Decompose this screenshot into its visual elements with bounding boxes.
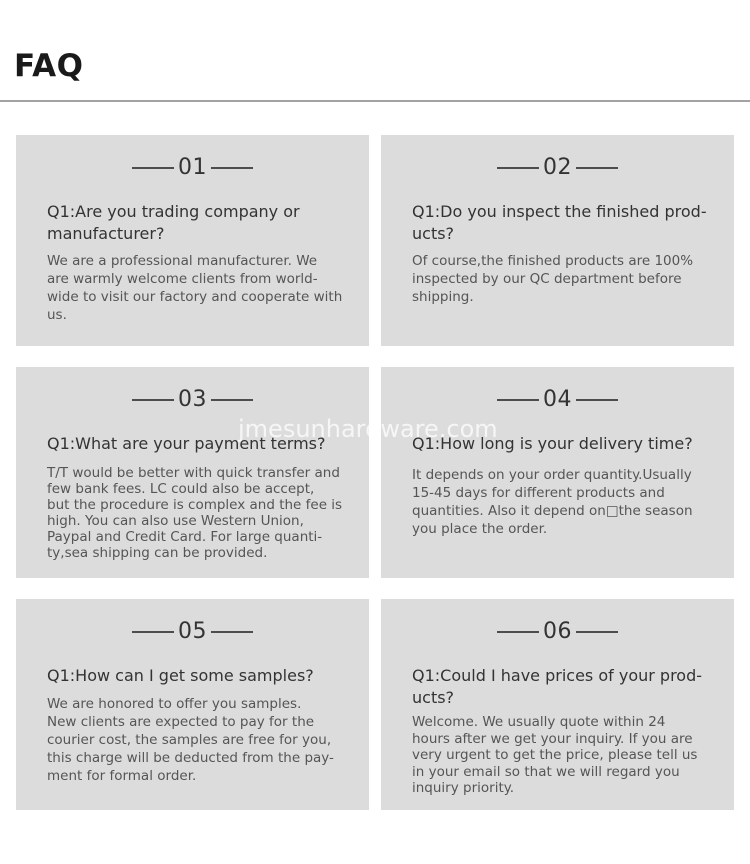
dash-left (132, 631, 174, 633)
dash-left (132, 167, 174, 169)
faq-card-05 (16, 599, 369, 810)
faq-question: Q1:How long is your delivery time? (412, 434, 693, 453)
faq-question: Q1:Are you trading company or manufacturer? (47, 202, 300, 243)
faq-question: Q1:Could I have prices of your prod-ucts? (412, 666, 703, 707)
faq-card-06 (381, 599, 734, 810)
card-number: 02 (543, 155, 572, 180)
card-number-row (16, 617, 369, 647)
faq-question: Q1:What are your payment terms? (47, 434, 326, 453)
faq-answer: It depends on your order quantity.Usually 15-45 days for different products and quantities. Also it depend on□the season you place the order. (412, 467, 693, 537)
faq-answer: Of course,the finished products are 100% inspected by our QC department before shipping. (412, 253, 694, 305)
faq-question: Q1:Do you inspect the finished prod-ucts? (412, 202, 707, 243)
faq-card-04 (381, 367, 734, 578)
faq-answer: We are a professional manufacturer. We are warmly welcome clients from world- wide to visit our factory and cooperate with us. (47, 253, 343, 323)
faq-answer: We are honored to offer you samples. New clients are expected to pay for the courier cost, the samples are free for you, this charge will be deducted from the pay- ment for formal order. (47, 696, 334, 784)
card-number-row (16, 153, 369, 183)
card-number: 03 (178, 387, 207, 412)
card-number: 06 (543, 619, 572, 644)
title-divider (0, 100, 750, 102)
dash-right (211, 399, 253, 401)
faq-card-03 (16, 367, 369, 578)
faq-answer: Welcome. We usually quote within 24 hours after we get your inquiry. If you are very urgent to get the price, please tell us in your email so that we will regard you inquiry priority. (412, 714, 698, 796)
faq-card-01 (16, 135, 369, 346)
dash-right (576, 631, 618, 633)
dash-left (497, 399, 539, 401)
dash-right (211, 631, 253, 633)
faq-question: Q1:How can I get some samples? (47, 666, 314, 685)
watermark: jmesunhardware.com (238, 415, 498, 443)
faq-card-02 (381, 135, 734, 346)
dash-right (576, 399, 618, 401)
dash-right (576, 167, 618, 169)
card-number-row (381, 385, 734, 415)
card-number: 04 (543, 387, 572, 412)
dash-right (211, 167, 253, 169)
faq-answer: T/T would be better with quick transfer and few bank fees. LC could also be accept, but the procedure is complex and the fee is high. You can also use Western Union, Paypal and Credit Card. For large quanti- ty,sea shipping can be provided. (47, 465, 343, 561)
dash-left (497, 167, 539, 169)
card-number-row (381, 617, 734, 647)
page-title: FAQ (14, 48, 84, 84)
card-number-row (16, 385, 369, 415)
card-number: 05 (178, 619, 207, 644)
dash-left (132, 399, 174, 401)
dash-left (497, 631, 539, 633)
card-number-row (381, 153, 734, 183)
card-number: 01 (178, 155, 207, 180)
